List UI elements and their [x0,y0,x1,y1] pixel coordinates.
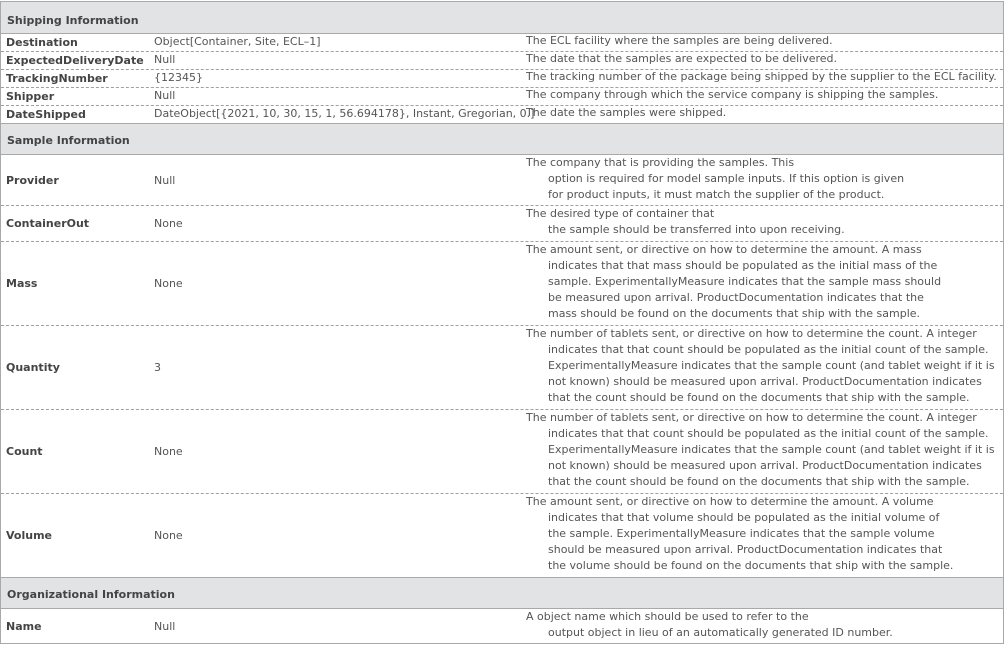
table-row [1,410,1003,494]
table-row [1,88,1003,106]
section-header [1,578,1003,609]
table-row [1,206,1003,242]
description-line: sample. ExperimentallyMeasure indicates that the sample mass should [548,275,942,288]
shipping-section [0,1,1004,125]
option-value: 3 [154,361,161,374]
option-name: TrackingNumber [6,72,108,85]
section-title: Organizational Information [7,588,175,601]
option-name: DateShipped [6,108,86,121]
description-line: ExperimentallyMeasure indicates that the sample count (and tablet weight if it is [548,443,995,456]
table-row [1,609,1003,643]
option-description [526,70,1001,87]
description-line: The company through which the service company is shipping the samples. [526,88,939,101]
description-line: indicates that that mass should be populated as the initial mass of the [548,259,938,272]
option-name: Name [6,619,42,633]
description-line: indicates that that count should be populated as the initial count of the sample. [548,343,989,356]
section-header [1,2,1003,34]
description-line: the sample should be transferred into upon receiving. [548,223,845,236]
description-line: The company that is providing the samples. This [526,156,795,169]
option-description [526,155,1001,205]
description-line: ExperimentallyMeasure indicates that the sample count (and tablet weight if it is [548,359,995,372]
description-line: not known) should be measured upon arrival. ProductDocumentation indicates [548,375,982,388]
option-value: Null [154,53,176,66]
description-line: the volume should be found on the documents that ship with the sample. [548,559,954,572]
table-row [1,34,1003,52]
description-line: that the count should be found on the documents that ship with the sample. [548,391,970,404]
section-header [1,124,1003,155]
option-description [526,206,1001,241]
option-name: Provider [6,173,59,187]
description-line: The ECL facility where the samples are being delivered. [526,34,833,47]
section-title: Sample Information [7,134,130,147]
option-value: None [154,217,183,230]
section-title: Shipping Information [7,14,139,27]
option-description [526,326,1001,409]
description-line: for product inputs, it must match the supplier of the product. [548,188,885,201]
option-description [526,609,1001,643]
description-line: not known) should be measured upon arrival. ProductDocumentation indicates [548,459,982,472]
option-description [526,88,1001,105]
option-value: None [154,445,183,458]
option-description [526,52,1001,69]
description-line: mass should be found on the documents that ship with the sample. [548,307,921,320]
description-line: option is required for model sample inputs. If this option is given [548,172,905,185]
option-value: Object[Container, Site, ECL–1] [154,35,321,48]
option-value: None [154,277,183,290]
table-row [1,70,1003,88]
option-name: Mass [6,277,38,290]
description-line: The desired type of container that [526,207,715,220]
option-value: Null [154,173,176,187]
option-value: None [154,529,183,542]
option-value: Null [154,619,176,633]
option-name: Volume [6,529,52,542]
option-name: Count [6,445,43,458]
option-value: {12345} [154,71,203,84]
option-description [526,494,1001,577]
table-row [1,326,1003,410]
description-line: The date the samples were shipped. [526,106,727,119]
description-line: The number of tablets sent, or directive on how to determine the count. A integer [526,327,977,340]
table-row [1,494,1003,577]
table-row [1,52,1003,70]
option-name: Quantity [6,361,60,374]
option-name: ContainerOut [6,217,90,230]
description-line: be measured upon arrival. ProductDocumentation indicates that the [548,291,924,304]
option-value: Null [154,89,176,102]
description-line: that the count should be found on the documents that ship with the sample. [548,475,970,488]
description-line: indicates that that volume should be populated as the initial volume of [548,511,940,524]
option-value: DateObject[{2021, 10, 30, 15, 1, 56.694178}, Instant, Gregorian, 0.] [154,107,535,120]
sample-section [0,123,1004,579]
table-row [1,242,1003,326]
description-line: output object in lieu of an automatically generated ID number. [548,626,893,639]
table-row [1,155,1003,206]
description-line: The amount sent, or directive on how to determine the amount. A volume [526,495,934,508]
option-description [526,410,1001,493]
description-line: The tracking number of the package being shipped by the supplier to the ECL facility. [526,70,997,83]
table-row [1,106,1003,123]
option-name: ExpectedDeliveryDate [6,54,144,67]
option-name: Shipper [6,90,55,103]
option-description [526,34,1001,51]
description-line: the sample. ExperimentallyMeasure indicates that the sample volume [548,527,935,540]
description-line: indicates that that count should be populated as the initial count of the sample. [548,427,989,440]
option-description [526,106,1001,123]
description-line: A object name which should be used to refer to the [526,610,809,623]
description-line: The number of tablets sent, or directive on how to determine the count. A integer [526,411,977,424]
option-description [526,242,1001,325]
organizational-section [0,577,1004,644]
description-line: The amount sent, or directive on how to determine the amount. A mass [526,243,922,256]
option-name: Destination [6,36,78,49]
description-line: The date that the samples are expected to be delivered. [526,52,838,65]
description-line: should be measured upon arrival. ProductDocumentation indicates that [548,543,943,556]
